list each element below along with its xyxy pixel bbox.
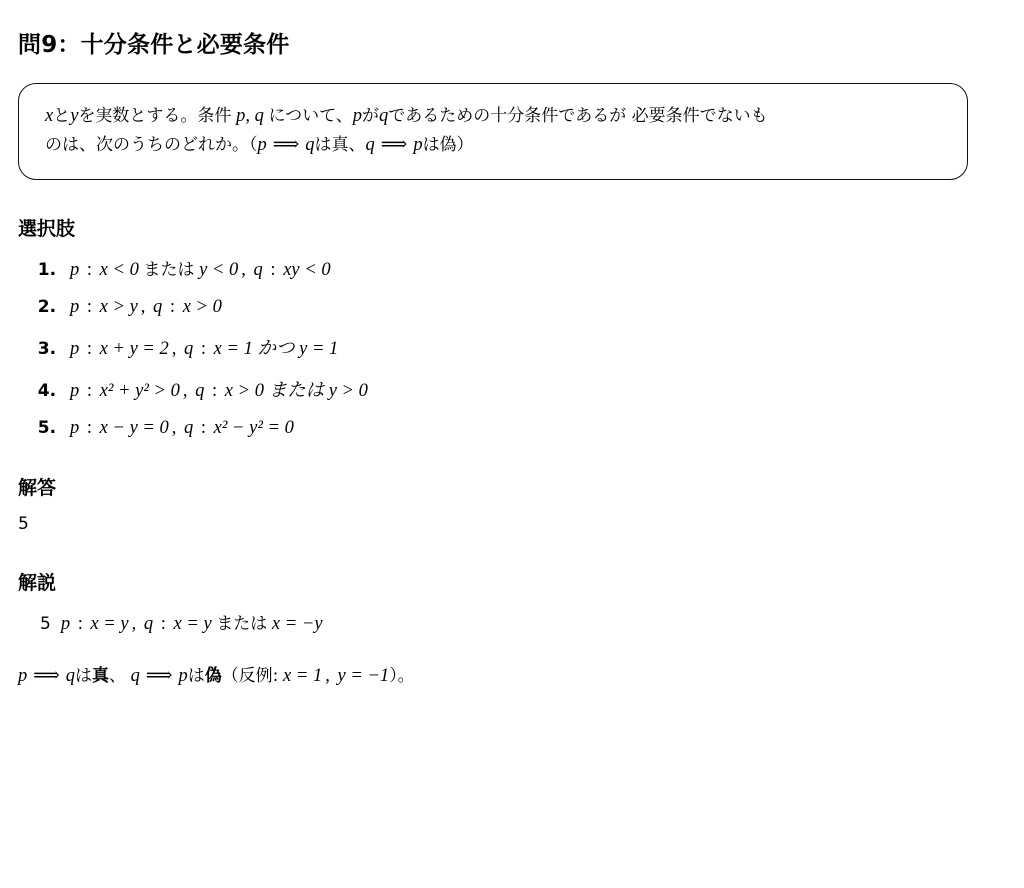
final-q: q [65, 666, 76, 687]
counterexample-y: y = −1 [337, 666, 390, 687]
counterexample-x: x = 1 [283, 666, 323, 687]
choice-5-text: p : x − y = 0 , q : x² − y² = 0 [70, 418, 294, 439]
final-p-2: p [178, 666, 188, 687]
list-item[interactable] [62, 297, 988, 318]
final-true-label: 真 [92, 666, 110, 687]
statement-text-1: と [53, 106, 71, 126]
counterexample-sep: , [325, 666, 330, 687]
statement-line-2 [45, 131, 941, 160]
explanation-p-expr: x = y [90, 614, 129, 635]
explanation-conj: または [216, 614, 268, 635]
implies-arrow-icon-4: ⟹ [145, 666, 173, 687]
list-item[interactable] [62, 418, 988, 439]
explanation-choice-number: 5 [40, 614, 51, 635]
statement-text-2: を実数とする。条件 [78, 106, 232, 126]
choice-1-text: p : x < 0 または y < 0 , q : xy < 0 [70, 260, 331, 281]
implies-arrow-icon-3: ⟹ [33, 666, 60, 687]
final-q-2: q [130, 666, 140, 687]
answer-value: 5 [18, 514, 29, 535]
cond-q: q [379, 106, 389, 126]
implies-arrow-icon: ⟹ [272, 134, 300, 155]
list-item[interactable] [62, 376, 988, 402]
statement-text-6: のは、次のうちのどれか。（ [45, 134, 258, 155]
final-text-1: は [75, 666, 93, 687]
list-item[interactable] [62, 334, 988, 360]
explanation-line-1 [40, 609, 988, 635]
explanation-q-label: q [143, 614, 154, 635]
statement-text-4: が [362, 106, 380, 126]
statement-text-3: について、 [268, 106, 353, 126]
cond-q-3: q [365, 134, 375, 155]
list-item[interactable] [62, 255, 988, 281]
statement-text-5: であるための十分条件であるが 必要条件でないも [388, 106, 768, 126]
cond-p: p [352, 106, 363, 126]
answer-heading: 解答 [18, 477, 57, 500]
explanation-colon-1: : [73, 614, 88, 635]
explanation-line-2 [18, 661, 988, 687]
explanation-colon-2: : [156, 614, 171, 635]
explanation-q-expr: x = y [173, 614, 212, 635]
var-y: y [70, 106, 79, 126]
statement-text-8: は偽） [422, 134, 474, 155]
cond-p-2: p [257, 134, 267, 155]
choice-2-text: p : x > y , q : x > 0 [70, 297, 222, 318]
implies-arrow-icon-2: ⟹ [380, 134, 408, 155]
cond-q-2: q [305, 134, 315, 155]
cond-p-3: p [413, 134, 423, 155]
final-text-2: 、 [109, 666, 127, 687]
choices-list [16, 255, 988, 439]
final-text-4: （反例: [221, 666, 279, 687]
explanation-sep: , [131, 614, 141, 635]
final-false-label: 偽 [204, 666, 222, 687]
choices-heading: 選択肢 [18, 218, 76, 241]
var-x: x [45, 106, 54, 126]
final-p: p [18, 666, 28, 687]
statement-text-7: は真、 [314, 134, 366, 155]
final-text-3: は [187, 666, 205, 687]
explanation-p-label: p [60, 614, 71, 635]
choice-3-text: p : x + y = 2 , q : x = 1 かつ y = 1 [70, 339, 339, 360]
conditions-pq: p, q [236, 106, 264, 126]
final-text-5: ）。 [389, 666, 415, 687]
problem-statement-box [18, 83, 968, 180]
choice-4-text: p : x² + y² > 0 , q : x > 0 または y > 0 [70, 381, 368, 402]
statement-line-1 [45, 102, 941, 131]
explanation-heading: 解説 [18, 572, 57, 595]
page-title: 問9：十分条件と必要条件 [18, 32, 290, 58]
explanation-q-expr-2: x = −y [271, 614, 323, 635]
